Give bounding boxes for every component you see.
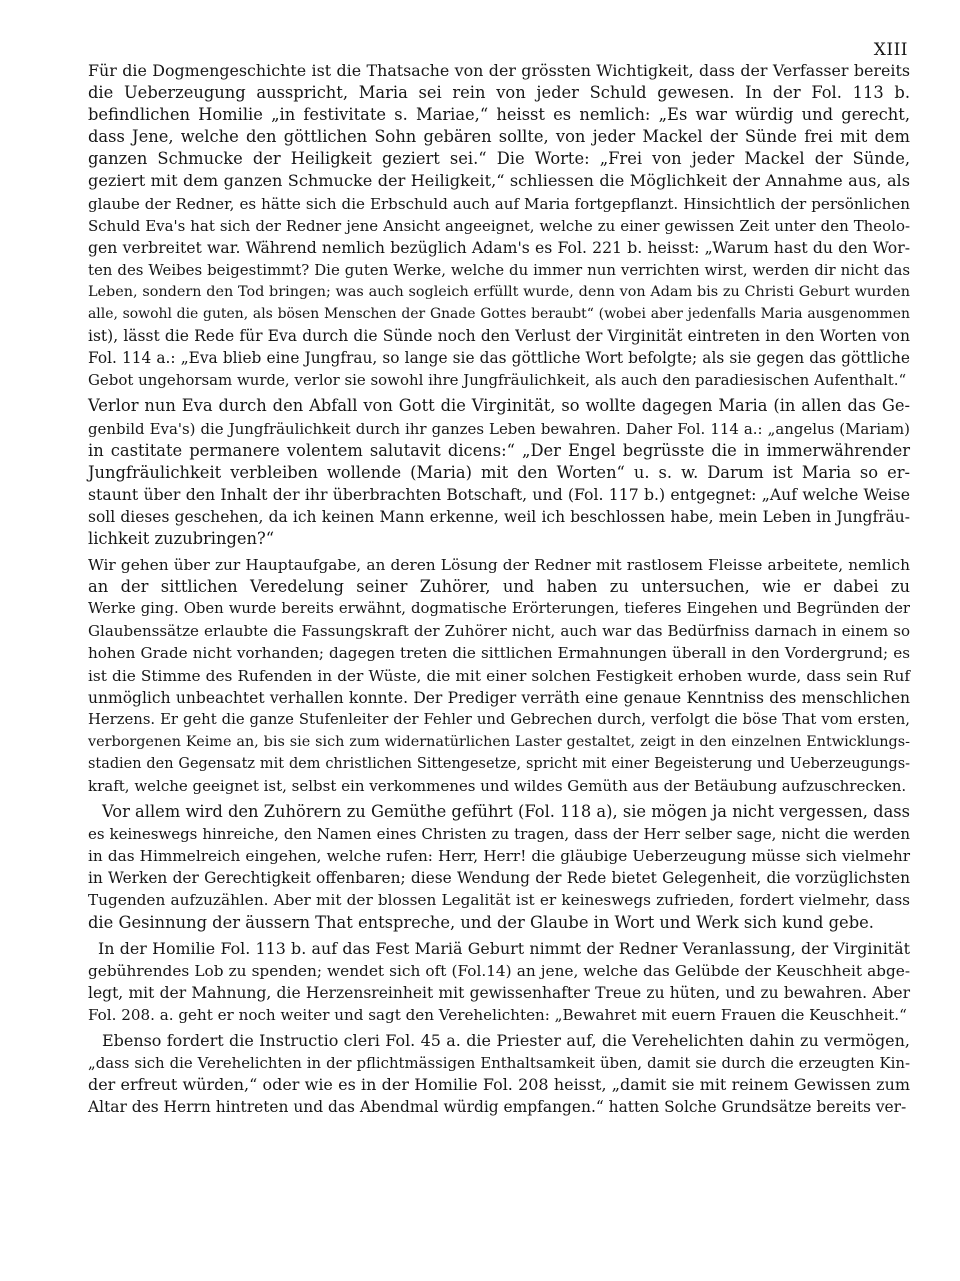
text-line: Altar des Herrn hintreten und das Abendmal würdig empfangen.“ hatten Solche Grundsätze bereits ver- [88, 1098, 907, 1117]
text-line: soll dieses geschehen, da ich keinen Mann erkenne, weil ich beschlossen habe, mein Leben in Jungfräu- [88, 507, 910, 526]
text-line: lichkeit zuzubringen?“ [88, 528, 275, 548]
text-line: der erfreut würden,“ oder wie es in der Homilie Fol. 208 heisst, „damit sie mit reinem Gewissen zum [88, 1075, 910, 1095]
text-line: ten des Weibes beigestimmt? Die guten Werke, welche du immer nun verrichten wirst, werden dir nicht das [88, 260, 910, 279]
paragraph-6 [54, 1030, 910, 1118]
text-line: in Werken der Gerechtigkeit offenbaren; diese Wendung der Rede bietet Gelegenheit, die vorzüglichsten [88, 869, 910, 888]
paragraph-1 [54, 60, 910, 391]
text-line: Glaubenssätze erlaubte die Fassungskraft der Zuhörer nicht, auch war das Bedürfniss darnach in einem so [88, 622, 910, 641]
paragraph-5 [54, 938, 910, 1026]
page-number: XIII [873, 40, 908, 60]
text-line: ist die Stimme des Rufenden in der Wüste, die mit einer solchen Festigkeit erhoben wurde, dass sein Ruf [88, 666, 910, 685]
text-line: Leben, sondern den Tod bringen; was auch sogleich erfüllt wurde, denn von Adam bis zu Christi Geburt wurden [88, 283, 910, 300]
text-line: verborgenen Keime an, bis sie sich zum widernatürlichen Laster gestaltet, zeigt in den einzelnen Entwicklungs- [88, 733, 910, 750]
text-line: hohen Grade nicht vorhanden; dagegen treten die sittlichen Ermahnungen überall in den Vordergrund; es [88, 644, 910, 663]
text-line: in castitate permanere volentem salutavit dicens:“ „Der Engel begrüsste die in immerwährender [88, 440, 910, 460]
text-line: Ebenso fordert die Instructio cleri Fol. 45 a. die Priester auf, die Verehelichten dahin zu vermögen, [102, 1031, 910, 1051]
text-line: ist), lässt die Rede für Eva durch die Sünde noch den Verlust der Virginität eintreten in den Worten von [88, 327, 910, 346]
text-line: geziert mit dem ganzen Schmucke der Heiligkeit,“ schliessen die Möglichkeit der Annahme aus, als [88, 171, 910, 191]
text-line: stadien den Gegensatz mit dem christlichen Sittengesetze, spricht mit einer Begeisterung und Ueberzeugungs- [88, 755, 910, 772]
text-line: es keineswegs hinreiche, den Namen eines Christen zu tragen, dass der Herr selber sage, nicht die werden [88, 825, 910, 844]
text-line: unmöglich unbeachtet verhallen konnte. Der Prediger verräth eine genaue Kenntniss des menschlichen [88, 688, 910, 707]
text-line: alle, sowohl die guten, als bösen Menschen der Gnade Gottes beraubt“ (wobei aber jedenfalls Maria ausgenommen [88, 306, 910, 323]
text-line: kraft, welche geeignet ist, selbst ein verkommenes und wildes Gemüth aus der Betäubung aufzuschrecken. [88, 777, 907, 795]
text-line: ganzen Schmucke der Heiligkeit geziert sei.“ Die Worte: „Frei von jeder Mackel der Sünde, [88, 149, 910, 169]
text-line: Verlor nun Eva durch den Abfall von Gott die Virginität, so wollte dagegen Maria (in allen das Ge- [88, 396, 910, 416]
text-line: die Ueberzeugung ausspricht, Maria sei rein von jeder Schuld gewesen. In der Fol. 113 b. [88, 83, 910, 103]
text-line: In der Homilie Fol. 113 b. auf das Fest Mariä Geburt nimmt der Redner Veranlassung, der Virginität [98, 938, 910, 958]
text-line: dass Jene, welche den göttlichen Sohn gebären sollte, von jeder Mackel der Sünde frei mit dem [88, 127, 910, 147]
text-line: Werke ging. Oben wurde bereits erwähnt, dogmatische Erörterungen, tieferes Eingehen und Begründen der [88, 600, 910, 618]
paragraph-2 [54, 395, 910, 550]
text-line: „dass sich die Verehelichten in der pflichtmässigen Enthaltsamkeit üben, damit sie durch die erzeugten Kin- [88, 1054, 910, 1073]
text-line: befindlichen Homilie „in festivitate s. Mariae,“ heisst es nemlich: „Es war würdig und gerecht, [88, 105, 910, 125]
text-line: Fol. 114 a.: „Eva blieb eine Jungfrau, so lange sie das göttliche Wort befolgte; als sie gegen das göttliche [88, 349, 910, 368]
text-line: in das Himmelreich eingehen, welche rufen: Herr, Herr! die gläubige Ueberzeugung müsse sich vielmehr [88, 847, 910, 866]
text-line: gebührendes Lob zu spenden; wendet sich oft (Fol.14) an jene, welche das Gelübde der Keuschheit abge- [88, 961, 910, 980]
text-line: an der sittlichen Veredelung seiner Zuhörer, und haben zu untersuchen, wie er dabei zu [88, 577, 910, 597]
text-line: Gebot ungehorsam wurde, verlor sie sowohl ihre Jungfräulichkeit, als auch den paradiesischen Aufenthalt.“ [88, 371, 907, 390]
text-line: glaube der Redner, es hätte sich die Erbschuld auch auf Maria fortgepflanzt. Hinsichtlich der persönlichen [88, 194, 910, 213]
paragraph-4 [54, 801, 910, 934]
text-line: Schuld Eva's hat sich der Redner jene Ansicht angeeignet, welche zu einer gewissen Zeit unter den Theolo- [88, 216, 910, 235]
text-line: Tugenden aufzuzählen. Aber mit der blossen Legalität ist er keineswegs zufrieden, fordert vielmehr, dass [88, 891, 910, 910]
text-line: Wir gehen über zur Hauptaufgabe, an deren Lösung der Redner mit rastlosem Fleisse arbeitete, nemlich [88, 556, 910, 575]
text-line: Jungfräulichkeit verbleiben wollende (Maria) mit den Worten“ u. s. w. Darum ist Maria so er- [88, 462, 910, 482]
text-line: Fol. 208. a. geht er noch weiter und sagt den Verehelichten: „Bewahret mit euern Frauen die Keuschheit.“ [88, 1005, 907, 1024]
text-line: die Gesinnung der äussern That entspreche, und der Glaube in Wort und Werk sich kund gebe. [88, 912, 874, 932]
text-line: genbild Eva's) die Jungfräulichkeit durch ihr ganzes Leben bewahren. Daher Fol. 114 a.: „angelus (Mariam) [88, 419, 910, 438]
text-line: gen verbreitet war. Während nemlich bezüglich Adam's es Fol. 221 b. heisst: „Warum hast du den Wor- [88, 237, 910, 257]
text-line: Für die Dogmengeschichte ist die Thatsache von der grössten Wichtigkeit, dass der Verfasser bereits [88, 61, 910, 80]
text-line: Herzens. Er geht die ganze Stufenleiter der Fehler und Gebrechen durch, verfolgt die böse That vom ersten, [88, 710, 910, 728]
paragraph-3 [54, 554, 910, 797]
body-text [54, 60, 910, 1122]
text-line: Vor allem wird den Zuhörern zu Gemüthe geführt (Fol. 118 a), sie mögen ja nicht vergessen, dass [102, 802, 910, 822]
text-line: staunt über den Inhalt der ihr überbrachten Botschaft, und (Fol. 117 b.) entgegnet: „Auf welche Weise [88, 484, 910, 504]
text-line: legt, mit der Mahnung, die Herzensreinheit mit gewissenhafter Treue zu hüten, und zu bewahren. Aber [88, 983, 910, 1002]
